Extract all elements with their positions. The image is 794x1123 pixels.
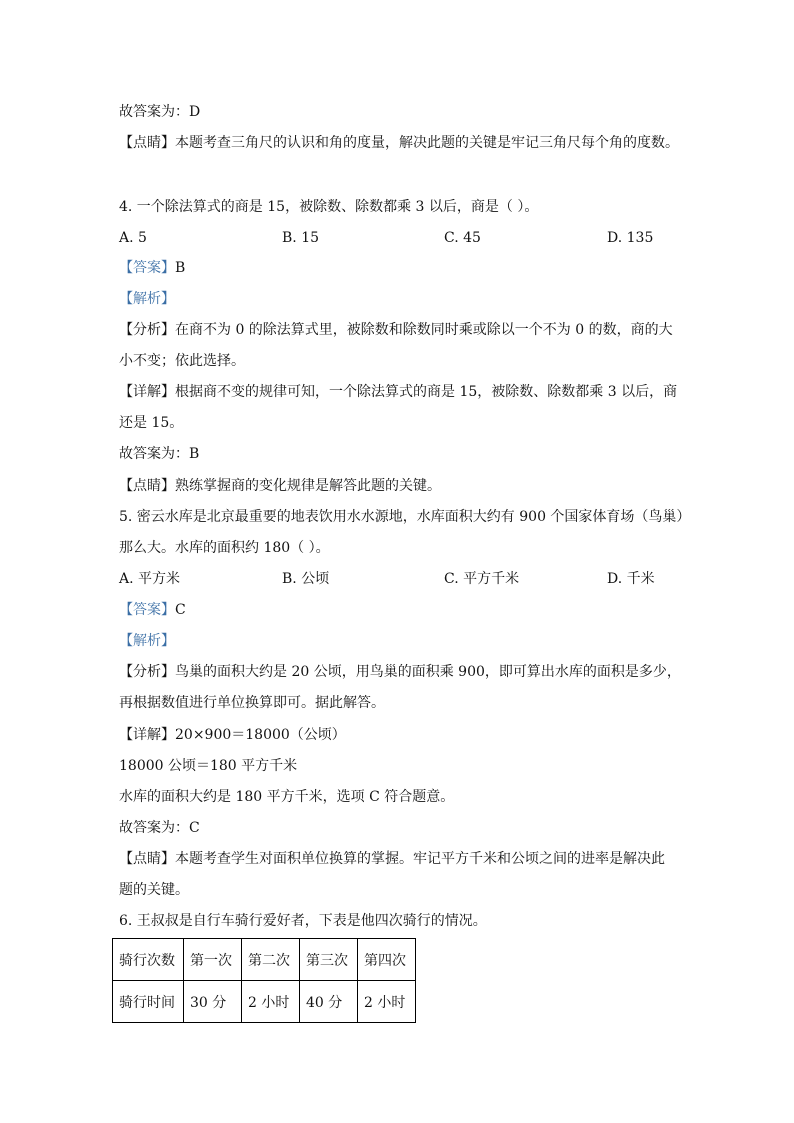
- q4-option-b: B. 15: [282, 230, 320, 246]
- answer-line: 故答案为：D: [119, 104, 201, 120]
- question-5-line-2: 那么大。水库的面积约 180（ ）。: [119, 540, 330, 556]
- question-4: 4. 一个除法算式的商是 15，被除数、除数都乘 3 以后，商是（ ）。: [119, 199, 539, 215]
- table-header-cell: 第四次: [358, 939, 416, 981]
- table-header-row: [113, 939, 416, 981]
- q4-answer: [119, 258, 185, 278]
- table-cell: 骑行时间: [113, 981, 184, 1023]
- q4-final: 故答案为：B: [119, 446, 200, 462]
- q5-option-c: C. 平方千米: [444, 571, 520, 587]
- table-cell: 2 小时: [242, 981, 300, 1023]
- answer-tag: 【答案】: [119, 260, 175, 276]
- q5-detail-3: 水库的面积大约是 180 平方千米，选项 C 符合题意。: [119, 789, 455, 805]
- q5-option-a: A. 平方米: [119, 571, 181, 587]
- table-row: [113, 981, 416, 1023]
- q5-key-point-1: 【点睛】本题考查学生对面积单位换算的掌握。牢记平方千米和公顷之间的进率是解决此: [119, 851, 665, 867]
- q5-answer: [119, 600, 186, 620]
- answer-value: C: [175, 602, 186, 618]
- q5-key-point-2: 题的关键。: [119, 882, 189, 898]
- q4-option-c: C. 45: [444, 230, 481, 246]
- question-5-line-1: 5. 密云水库是北京最重要的地表饮用水水源地，水库面积大约有 900 个国家体育场（鸟巢）: [119, 509, 691, 525]
- q4-option-d: D. 135: [607, 230, 654, 246]
- q4-analysis-2: 小不变；依此选择。: [119, 353, 245, 369]
- q5-analysis-tag: 【解析】: [119, 633, 175, 649]
- question-6: 6. 王叔叔是自行车骑行爱好者，下表是他四次骑行的情况。: [119, 913, 487, 929]
- table-header-cell: 第三次: [300, 939, 358, 981]
- q5-analysis-2: 再根据数值进行单位换算即可。据此解答。: [119, 695, 385, 711]
- riding-table: [112, 938, 416, 1023]
- table-header-cell: 骑行次数: [113, 939, 184, 981]
- q5-detail-2: 18000 公顷＝180 平方千米: [119, 758, 298, 774]
- q4-detail-2: 还是 15。: [119, 415, 184, 431]
- q4-analysis-tag: 【解析】: [119, 291, 175, 307]
- key-point-line: 【点睛】本题考查三角尺的认识和角的度量，解决此题的关键是牢记三角尺每个角的度数。: [119, 135, 679, 151]
- table-header-cell: 第一次: [184, 939, 242, 981]
- table-cell: 2 小时: [358, 981, 416, 1023]
- q5-analysis-1: 【分析】鸟巢的面积大约是 20 公顷，用鸟巢的面积乘 900，即可算出水库的面积是多少，: [119, 664, 681, 680]
- table-header-cell: 第二次: [242, 939, 300, 981]
- q5-detail-1: 【详解】20×900＝18000（公顷）: [119, 727, 346, 743]
- q5-final: 故答案为：C: [119, 820, 200, 836]
- q4-detail-1: 【详解】根据商不变的规律可知，一个除法算式的商是 15，被除数、除数都乘 3 以后，商: [119, 384, 678, 400]
- q5-option-d: D. 千米: [607, 571, 655, 587]
- q5-option-b: B. 公顷: [282, 571, 330, 587]
- table-cell: 40 分: [300, 981, 358, 1023]
- q4-option-a: A. 5: [119, 230, 147, 246]
- answer-tag: 【答案】: [119, 602, 175, 618]
- q4-analysis-1: 【分析】在商不为 0 的除法算式里，被除数和除数同时乘或除以一个不为 0 的数，商的大: [119, 322, 673, 338]
- answer-value: B: [175, 260, 186, 276]
- q4-key-point: 【点睛】熟练掌握商的变化规律是解答此题的关键。: [119, 478, 441, 494]
- table-cell: 30 分: [184, 981, 242, 1023]
